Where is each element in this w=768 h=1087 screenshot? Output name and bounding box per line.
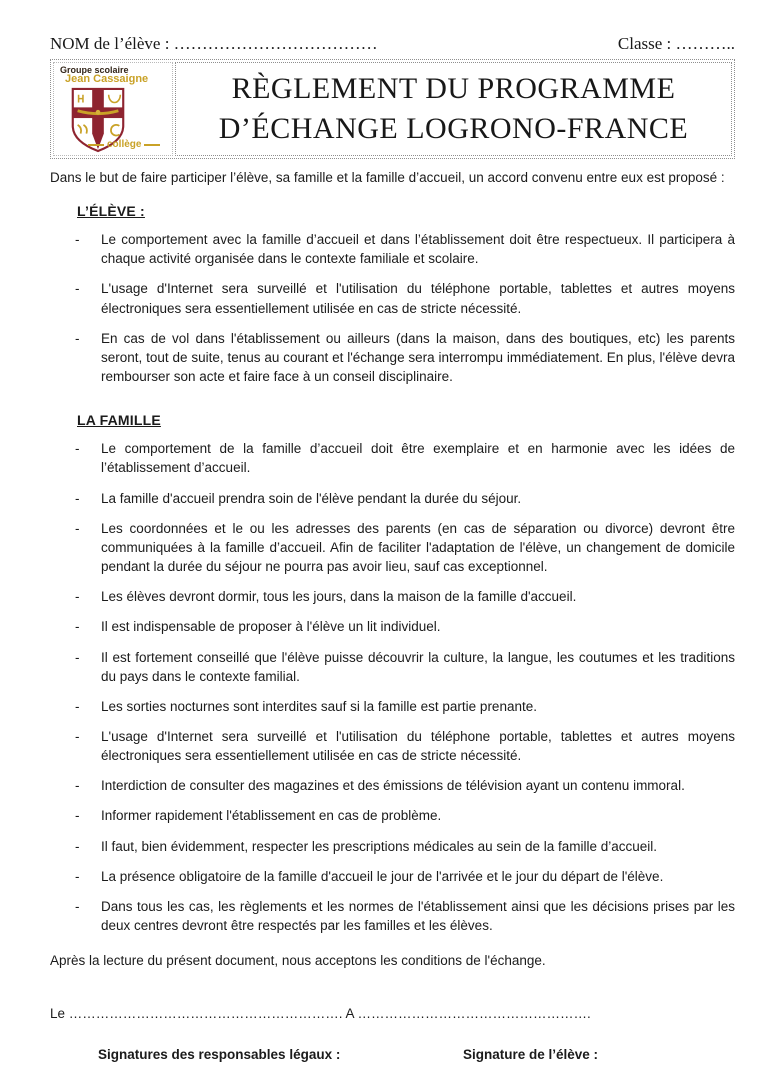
- list-item-text: Il faut, bien évidemment, respecter les prescriptions médicales au sein de la famille d’accueil.: [101, 838, 658, 854]
- list-item-text: Informer rapidement l'établissement en cas de problème.: [101, 808, 442, 824]
- list-item: [75, 897, 735, 935]
- list-item-text: Les sorties nocturnes sont interdites sauf si la famille est partie prenante.: [101, 698, 537, 714]
- class-field: Classe : ………..: [617, 34, 735, 53]
- list-item: [75, 648, 735, 686]
- logo-school-name: Jean Cassaigne: [65, 73, 149, 85]
- list-item-text: Il est indispensable de proposer à l'élève un lit individuel.: [101, 619, 441, 635]
- list-item: [75, 697, 735, 716]
- bullet-dash: -: [75, 520, 80, 536]
- list-item-text: Le comportement de la famille d’accueil doit être exemplaire et en harmonie avec les idées de l’établissement d’accueil.: [101, 441, 735, 476]
- bullet-dash: -: [75, 490, 80, 506]
- title-line-2: D’ÉCHANGE LOGRONO-FRANCE: [218, 112, 689, 145]
- title-line-1: RÈGLEMENT DU PROGRAMME: [231, 72, 676, 106]
- bullet-dash: -: [75, 232, 80, 248]
- dash-decoration: [144, 144, 160, 146]
- list-item-text: Interdiction de consulter des magazines et des émissions de télévision ayant un contenu immoral.: [101, 778, 685, 794]
- list-item: [75, 230, 735, 268]
- list-item-text: En cas de vol dans l'établissement ou ailleurs (dans la maison, dans des boutiques, etc) les parents seront, tout de suite, tenus au courant et l'échange sera interrompu immédiatement. En plus, l'élève devra rembourser son acte et faire face à un conseil disciplinaire.: [101, 330, 735, 385]
- section-heading-famille: LA FAMILLE: [77, 412, 161, 429]
- bullet-dash: -: [75, 868, 80, 884]
- bullet-dash: -: [75, 838, 80, 854]
- list-item-text: Le comportement avec la famille d’accueil et dans l’établissement doit être respectueux. Il participera à chaque activité organisée dans le contexte familiale et scolaire.: [101, 232, 735, 267]
- list-item-text: Les coordonnées et le ou les adresses des parents (en cas de séparation ou divorce) devront être communiquées à la famille d’accueil. Afin de faciliter l'adaptation de l'élève, un changement de domicile pendant la durée du séjour ne pourra pas avoir lieu, sauf cas exceptionnel.: [101, 520, 735, 575]
- signature-student-label: Signature de l’élève :: [463, 1047, 599, 1063]
- bullet-dash: -: [75, 898, 80, 914]
- student-class-line: [50, 34, 735, 54]
- list-item: [75, 837, 735, 856]
- list-item-text: L'usage d'Internet sera surveillé et l'utilisation du téléphone portable, tablettes et autres moyens électroniques sera essentiellement utilisée en cas de stricte nécessité.: [101, 728, 735, 764]
- signature-row: [50, 1047, 735, 1062]
- list-item: [75, 867, 735, 886]
- section-heading-eleve: L’ÉLÈVE :: [77, 203, 145, 220]
- intro-paragraph: Dans le but de faire participer l’élève, sa famille et la famille d’accueil, un accord convenu entre eux est proposé :: [50, 170, 725, 185]
- school-logo: [53, 62, 173, 156]
- dash-decoration: [88, 144, 104, 146]
- bullet-dash: -: [75, 728, 80, 744]
- student-name-field: NOM de l’élève : ………………………………: [50, 34, 378, 53]
- closing-paragraph: Après la lecture du présent document, nous acceptons les conditions de l'échange.: [50, 953, 546, 969]
- list-item: [75, 439, 735, 477]
- list-item: [75, 776, 735, 795]
- bullet-dash: -: [75, 281, 80, 297]
- bullet-dash: -: [75, 698, 80, 714]
- list-item: [75, 727, 735, 765]
- bullet-dash: -: [75, 808, 80, 824]
- bullet-dash: -: [75, 778, 80, 794]
- list-item-text: L'usage d'Internet sera surveillé et l'utilisation du téléphone portable, tablettes et autres moyens électroniques sera essentiellement utilisée en cas de stricte nécessité.: [101, 281, 735, 316]
- bullet-dash: -: [75, 589, 80, 605]
- list-item-text: Les élèves devront dormir, tous les jours, dans la maison de la famille d'accueil.: [101, 589, 577, 605]
- list-item: [75, 329, 735, 386]
- document-title: [175, 62, 732, 156]
- logo-group-name: Groupe scolaire: [60, 65, 129, 75]
- date-place-line: Le ……………………………………………………. A …………………………………………….: [50, 1006, 591, 1022]
- college-text: collège: [107, 139, 142, 150]
- bullet-dash: -: [75, 441, 80, 457]
- list-item: [75, 617, 735, 636]
- list-item: [75, 519, 735, 576]
- list-item: [75, 587, 735, 606]
- list-item-text: Il est fortement conseillé que l'élève puisse découvrir la culture, la langue, les coutumes et les traditions du pays dans le contexte familial.: [101, 649, 735, 684]
- list-item-text: La présence obligatoire de la famille d'accueil le jour de l'arrivée et le jour du départ de l'élève.: [101, 868, 664, 884]
- list-item: [75, 279, 735, 317]
- signature-legal-label: Signatures des responsables légaux :: [98, 1047, 341, 1063]
- bullet-dash: -: [75, 649, 80, 665]
- list-item-text: Dans tous les cas, les règlements et les normes de l'établissement ainsi que les décisions prises par les deux centres devront être respectés par les familles et les élèves.: [101, 898, 735, 934]
- bullet-dash: -: [75, 619, 80, 635]
- list-item: [75, 489, 735, 508]
- title-box: [50, 59, 735, 159]
- bullet-dash: -: [75, 330, 80, 346]
- logo-college-label: [88, 140, 160, 150]
- list-item-text: La famille d'accueil prendra soin de l'élève pendant la durée du séjour.: [101, 490, 522, 506]
- list-item: [75, 806, 735, 825]
